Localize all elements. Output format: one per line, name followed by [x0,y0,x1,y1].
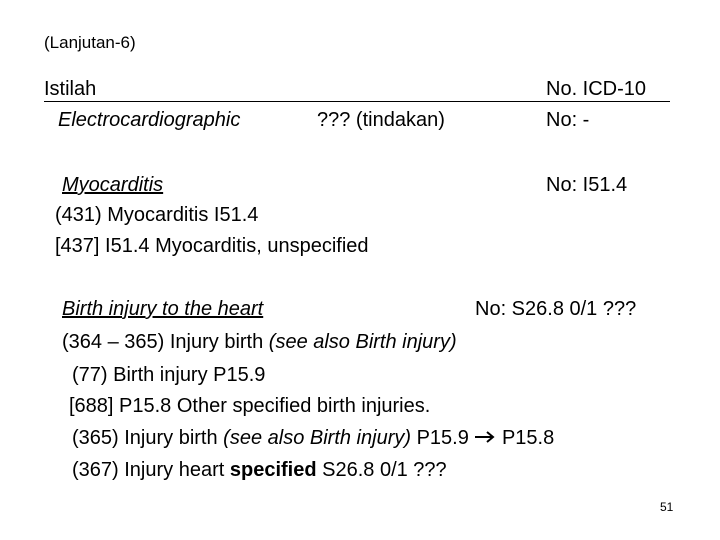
line-5-specified: specified [229,459,317,481]
page-number: 51 [660,500,674,514]
arrow-right-icon [474,430,496,444]
birth-injury-line-1 [62,331,457,354]
istilah-heading: Istilah [44,78,97,100]
myocarditis-line-2: [437] I51.4 Myocarditis, unspecified [55,235,369,257]
line-4-code: P15.9 [411,427,475,449]
birth-injury-line-2: (77) Birth injury P15.9 [72,364,266,386]
line-1-text: (364 – 365) Injury birth [62,331,269,353]
myocarditis-line-1: (431) Myocarditis I51.4 [55,204,259,226]
term-code: No: - [546,109,590,131]
birth-injury-line-3: [688] P15.8 Other specified birth injuries. [69,395,431,417]
term-birth-injury: Birth injury to the heart [62,298,264,320]
line-5-text: (367) Injury heart [72,459,230,481]
line-5-code: S26.8 0/1 ??? [316,459,447,481]
line-4-new-code: P15.8 [496,427,555,449]
line-4-see-also: (see also Birth injury) [223,427,412,449]
birth-injury-line-5 [72,459,447,482]
term-status: ??? (tindakan) [317,109,445,131]
continuation-label: (Lanjutan-6) [44,33,136,52]
birth-injury-code: No: S26.8 0/1 ??? [475,298,637,320]
line-4-text: (365) Injury birth [72,427,224,449]
line-1-see-also: (see also Birth injury) [268,331,457,353]
term-myocarditis: Myocarditis [62,174,164,196]
term-electrocardiographic: Electrocardiographic [58,109,241,131]
header-underline [44,101,670,102]
birth-injury-line-4 [72,427,554,450]
myocarditis-code: No: I51.4 [546,174,628,196]
icd-heading: No. ICD-10 [546,78,647,100]
